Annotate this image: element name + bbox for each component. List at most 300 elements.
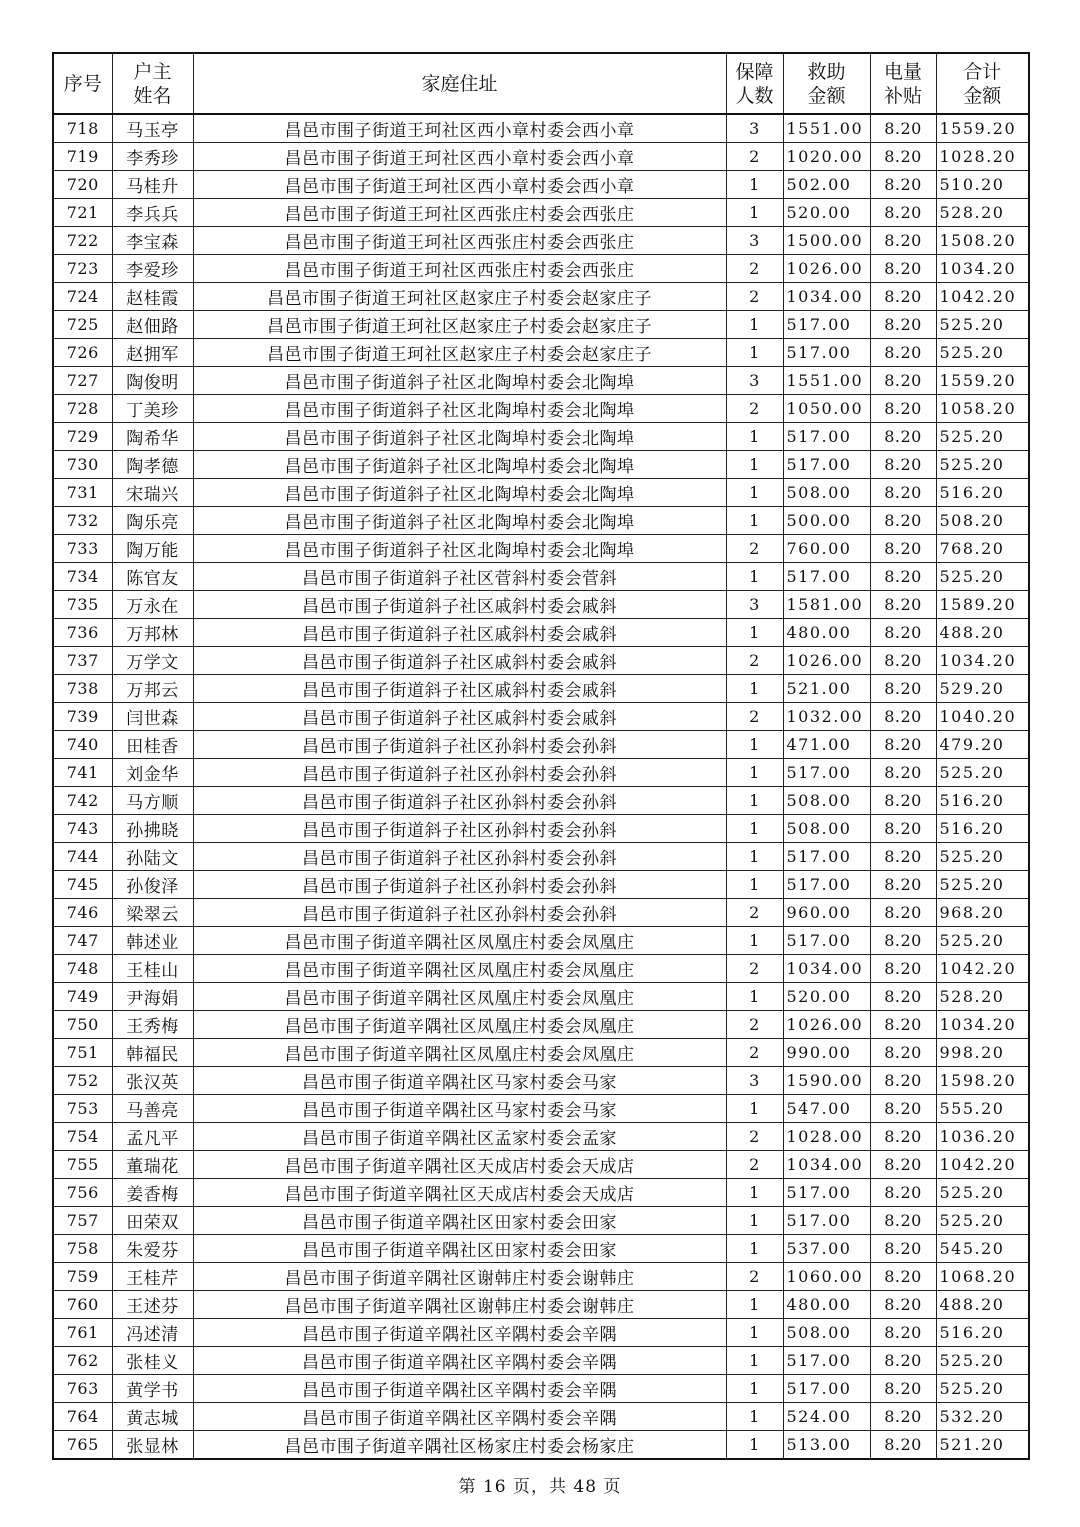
cell-seq: 730 [53, 451, 112, 479]
cell-power-subsidy: 8.20 [870, 339, 936, 367]
cell-name: 王秀梅 [112, 1011, 193, 1039]
cell-persons: 2 [726, 1151, 783, 1179]
cell-power-subsidy: 8.20 [870, 423, 936, 451]
cell-address: 昌邑市围子街道斜子社区北陶埠村委会北陶埠 [193, 367, 726, 395]
cell-relief-amount: 517.00 [783, 843, 870, 871]
table-row [53, 899, 1029, 927]
cell-seq: 743 [53, 815, 112, 843]
cell-relief-amount: 520.00 [783, 983, 870, 1011]
cell-name: 赵桂霞 [112, 283, 193, 311]
table-row [53, 1207, 1029, 1235]
table-row [53, 927, 1029, 955]
cell-persons: 2 [726, 535, 783, 563]
header-seq: 序号 [53, 53, 112, 114]
cell-total-amount: 545.20 [936, 1235, 1029, 1263]
cell-persons: 2 [726, 703, 783, 731]
cell-power-subsidy: 8.20 [870, 759, 936, 787]
cell-seq: 738 [53, 675, 112, 703]
cell-persons: 2 [726, 899, 783, 927]
cell-relief-amount: 1028.00 [783, 1123, 870, 1151]
cell-total-amount: 488.20 [936, 619, 1029, 647]
table-row [53, 1039, 1029, 1067]
cell-address: 昌邑市围子街道斜子社区戚斜村委会戚斜 [193, 675, 726, 703]
cell-power-subsidy: 8.20 [870, 1151, 936, 1179]
table-row [53, 563, 1029, 591]
cell-address: 昌邑市围子街道斜子社区孙斜村委会孙斜 [193, 871, 726, 899]
cell-total-amount: 525.20 [936, 927, 1029, 955]
cell-name: 王述芬 [112, 1291, 193, 1319]
page-footer: 第 16 页，共 48 页 [458, 1477, 622, 1497]
cell-seq: 747 [53, 927, 112, 955]
cell-persons: 1 [726, 983, 783, 1011]
header-relief: 救助 金额 [783, 53, 870, 114]
cell-address: 昌邑市围子街道王珂社区赵家庄子村委会赵家庄子 [193, 283, 726, 311]
cell-total-amount: 528.20 [936, 983, 1029, 1011]
cell-total-amount: 525.20 [936, 563, 1029, 591]
cell-persons: 1 [726, 1319, 783, 1347]
cell-name: 孙俊泽 [112, 871, 193, 899]
table-row [53, 983, 1029, 1011]
cell-relief-amount: 517.00 [783, 1179, 870, 1207]
cell-name: 陶俊明 [112, 367, 193, 395]
cell-total-amount: 525.20 [936, 1347, 1029, 1375]
cell-name: 马玉亭 [112, 114, 193, 143]
cell-total-amount: 768.20 [936, 535, 1029, 563]
cell-relief-amount: 517.00 [783, 871, 870, 899]
table-row [53, 451, 1029, 479]
table-row [53, 619, 1029, 647]
cell-persons: 1 [726, 339, 783, 367]
cell-seq: 732 [53, 507, 112, 535]
cell-name: 韩福民 [112, 1039, 193, 1067]
cell-relief-amount: 508.00 [783, 815, 870, 843]
cell-seq: 746 [53, 899, 112, 927]
cell-seq: 758 [53, 1235, 112, 1263]
cell-seq: 727 [53, 367, 112, 395]
cell-seq: 748 [53, 955, 112, 983]
cell-relief-amount: 1551.00 [783, 367, 870, 395]
cell-relief-amount: 1060.00 [783, 1263, 870, 1291]
cell-persons: 1 [726, 199, 783, 227]
cell-power-subsidy: 8.20 [870, 255, 936, 283]
cell-name: 黄学书 [112, 1375, 193, 1403]
cell-total-amount: 968.20 [936, 899, 1029, 927]
table-row [53, 114, 1029, 143]
cell-seq: 745 [53, 871, 112, 899]
cell-address: 昌邑市围子街道辛隅社区马家村委会马家 [193, 1095, 726, 1123]
cell-total-amount: 1034.20 [936, 255, 1029, 283]
cell-name: 王桂山 [112, 955, 193, 983]
cell-persons: 1 [726, 171, 783, 199]
cell-persons: 1 [726, 1375, 783, 1403]
table-row [53, 1095, 1029, 1123]
cell-name: 万邦云 [112, 675, 193, 703]
cell-relief-amount: 513.00 [783, 1431, 870, 1460]
cell-name: 韩述业 [112, 927, 193, 955]
cell-seq: 737 [53, 647, 112, 675]
table-row [53, 339, 1029, 367]
cell-power-subsidy: 8.20 [870, 395, 936, 423]
cell-power-subsidy: 8.20 [870, 787, 936, 815]
cell-seq: 739 [53, 703, 112, 731]
table-row [53, 1263, 1029, 1291]
cell-name: 陶万能 [112, 535, 193, 563]
cell-address: 昌邑市围子街道王珂社区赵家庄子村委会赵家庄子 [193, 311, 726, 339]
cell-seq: 750 [53, 1011, 112, 1039]
cell-address: 昌邑市围子街道辛隅社区田家村委会田家 [193, 1207, 726, 1235]
cell-seq: 744 [53, 843, 112, 871]
cell-total-amount: 525.20 [936, 339, 1029, 367]
cell-total-amount: 488.20 [936, 1291, 1029, 1319]
cell-relief-amount: 520.00 [783, 199, 870, 227]
cell-persons: 1 [726, 731, 783, 759]
cell-relief-amount: 508.00 [783, 479, 870, 507]
cell-total-amount: 516.20 [936, 815, 1029, 843]
cell-seq: 765 [53, 1431, 112, 1460]
cell-power-subsidy: 8.20 [870, 199, 936, 227]
cell-seq: 726 [53, 339, 112, 367]
cell-power-subsidy: 8.20 [870, 227, 936, 255]
cell-persons: 1 [726, 311, 783, 339]
cell-name: 丁美珍 [112, 395, 193, 423]
cell-power-subsidy: 8.20 [870, 283, 936, 311]
relief-table-sheet [52, 52, 1028, 1460]
cell-power-subsidy: 8.20 [870, 1431, 936, 1460]
cell-relief-amount: 1500.00 [783, 227, 870, 255]
cell-persons: 1 [726, 675, 783, 703]
cell-power-subsidy: 8.20 [870, 1095, 936, 1123]
table-row [53, 283, 1029, 311]
cell-relief-amount: 517.00 [783, 759, 870, 787]
cell-power-subsidy: 8.20 [870, 143, 936, 171]
table-row [53, 423, 1029, 451]
header-power: 电量 补贴 [870, 53, 936, 114]
cell-relief-amount: 480.00 [783, 619, 870, 647]
cell-address: 昌邑市围子街道斜子社区菅斜村委会菅斜 [193, 563, 726, 591]
cell-power-subsidy: 8.20 [870, 927, 936, 955]
cell-persons: 1 [726, 759, 783, 787]
cell-name: 尹海娟 [112, 983, 193, 1011]
cell-address: 昌邑市围子街道辛隅社区凤凰庄村委会凤凰庄 [193, 955, 726, 983]
cell-address: 昌邑市围子街道辛隅社区天成店村委会天成店 [193, 1179, 726, 1207]
cell-relief-amount: 517.00 [783, 451, 870, 479]
cell-name: 马桂升 [112, 171, 193, 199]
cell-name: 李宝森 [112, 227, 193, 255]
cell-address: 昌邑市围子街道辛隅社区杨家庄村委会杨家庄 [193, 1431, 726, 1460]
table-row [53, 1011, 1029, 1039]
table-row [53, 1431, 1029, 1460]
cell-power-subsidy: 8.20 [870, 1347, 936, 1375]
cell-persons: 1 [726, 563, 783, 591]
cell-relief-amount: 1050.00 [783, 395, 870, 423]
cell-relief-amount: 1590.00 [783, 1067, 870, 1095]
cell-power-subsidy: 8.20 [870, 1263, 936, 1291]
cell-persons: 1 [726, 1403, 783, 1431]
cell-address: 昌邑市围子街道辛隅社区辛隅村委会辛隅 [193, 1375, 726, 1403]
cell-seq: 723 [53, 255, 112, 283]
cell-address: 昌邑市围子街道辛隅社区天成店村委会天成店 [193, 1151, 726, 1179]
table-row [53, 1179, 1029, 1207]
cell-persons: 1 [726, 451, 783, 479]
cell-power-subsidy: 8.20 [870, 535, 936, 563]
cell-seq: 751 [53, 1039, 112, 1067]
cell-seq: 731 [53, 479, 112, 507]
cell-total-amount: 525.20 [936, 423, 1029, 451]
cell-seq: 753 [53, 1095, 112, 1123]
cell-seq: 720 [53, 171, 112, 199]
cell-name: 万邦林 [112, 619, 193, 647]
cell-name: 马善亮 [112, 1095, 193, 1123]
cell-total-amount: 1042.20 [936, 283, 1029, 311]
cell-name: 黄志城 [112, 1403, 193, 1431]
cell-address: 昌邑市围子街道辛隅社区田家村委会田家 [193, 1235, 726, 1263]
cell-address: 昌邑市围子街道斜子社区孙斜村委会孙斜 [193, 787, 726, 815]
cell-seq: 759 [53, 1263, 112, 1291]
cell-address: 昌邑市围子街道王珂社区西张庄村委会西张庄 [193, 227, 726, 255]
cell-seq: 734 [53, 563, 112, 591]
cell-power-subsidy: 8.20 [870, 563, 936, 591]
cell-seq: 763 [53, 1375, 112, 1403]
cell-name: 闫世森 [112, 703, 193, 731]
table-row [53, 1347, 1029, 1375]
cell-persons: 2 [726, 143, 783, 171]
cell-total-amount: 998.20 [936, 1039, 1029, 1067]
cell-power-subsidy: 8.20 [870, 591, 936, 619]
cell-total-amount: 1559.20 [936, 367, 1029, 395]
cell-persons: 2 [726, 1123, 783, 1151]
cell-address: 昌邑市围子街道斜子社区北陶埠村委会北陶埠 [193, 423, 726, 451]
cell-address: 昌邑市围子街道斜子社区戚斜村委会戚斜 [193, 619, 726, 647]
cell-address: 昌邑市围子街道斜子社区北陶埠村委会北陶埠 [193, 535, 726, 563]
cell-persons: 2 [726, 1011, 783, 1039]
cell-seq: 735 [53, 591, 112, 619]
cell-persons: 3 [726, 114, 783, 143]
cell-address: 昌邑市围子街道辛隅社区辛隅村委会辛隅 [193, 1403, 726, 1431]
cell-address: 昌邑市围子街道辛隅社区凤凰庄村委会凤凰庄 [193, 983, 726, 1011]
cell-persons: 2 [726, 955, 783, 983]
table-row [53, 815, 1029, 843]
cell-relief-amount: 1026.00 [783, 647, 870, 675]
table-body [53, 114, 1029, 1459]
cell-relief-amount: 517.00 [783, 927, 870, 955]
cell-name: 孙拂晓 [112, 815, 193, 843]
cell-persons: 2 [726, 647, 783, 675]
cell-persons: 1 [726, 1179, 783, 1207]
cell-power-subsidy: 8.20 [870, 871, 936, 899]
cell-persons: 2 [726, 395, 783, 423]
cell-persons: 2 [726, 283, 783, 311]
table-row [53, 367, 1029, 395]
table-row [53, 1067, 1029, 1095]
cell-seq: 764 [53, 1403, 112, 1431]
cell-relief-amount: 1034.00 [783, 283, 870, 311]
cell-relief-amount: 537.00 [783, 1235, 870, 1263]
cell-total-amount: 1034.20 [936, 1011, 1029, 1039]
cell-relief-amount: 517.00 [783, 563, 870, 591]
cell-power-subsidy: 8.20 [870, 955, 936, 983]
cell-name: 孙陆文 [112, 843, 193, 871]
cell-persons: 3 [726, 1067, 783, 1095]
cell-power-subsidy: 8.20 [870, 703, 936, 731]
cell-relief-amount: 500.00 [783, 507, 870, 535]
cell-persons: 1 [726, 843, 783, 871]
cell-relief-amount: 480.00 [783, 1291, 870, 1319]
table-row [53, 535, 1029, 563]
table-row [53, 227, 1029, 255]
table-row [53, 1123, 1029, 1151]
cell-total-amount: 1559.20 [936, 114, 1029, 143]
cell-power-subsidy: 8.20 [870, 1291, 936, 1319]
cell-relief-amount: 760.00 [783, 535, 870, 563]
cell-total-amount: 1042.20 [936, 1151, 1029, 1179]
cell-persons: 1 [726, 479, 783, 507]
cell-total-amount: 555.20 [936, 1095, 1029, 1123]
cell-address: 昌邑市围子街道王珂社区赵家庄子村委会赵家庄子 [193, 339, 726, 367]
table-row [53, 731, 1029, 759]
cell-name: 孟凡平 [112, 1123, 193, 1151]
cell-address: 昌邑市围子街道斜子社区孙斜村委会孙斜 [193, 899, 726, 927]
cell-address: 昌邑市围子街道王珂社区西小章村委会西小章 [193, 171, 726, 199]
cell-persons: 1 [726, 927, 783, 955]
cell-name: 赵佃路 [112, 311, 193, 339]
cell-seq: 722 [53, 227, 112, 255]
cell-address: 昌邑市围子街道斜子社区孙斜村委会孙斜 [193, 843, 726, 871]
cell-power-subsidy: 8.20 [870, 1011, 936, 1039]
cell-name: 李秀珍 [112, 143, 193, 171]
cell-power-subsidy: 8.20 [870, 1375, 936, 1403]
cell-relief-amount: 517.00 [783, 1347, 870, 1375]
cell-seq: 741 [53, 759, 112, 787]
cell-persons: 1 [726, 787, 783, 815]
cell-persons: 3 [726, 591, 783, 619]
cell-persons: 1 [726, 1235, 783, 1263]
table-header-row [53, 53, 1029, 114]
table-row [53, 199, 1029, 227]
cell-address: 昌邑市围子街道王珂社区西张庄村委会西张庄 [193, 255, 726, 283]
cell-total-amount: 529.20 [936, 675, 1029, 703]
table-row [53, 871, 1029, 899]
cell-seq: 762 [53, 1347, 112, 1375]
cell-name: 李爱珍 [112, 255, 193, 283]
cell-relief-amount: 960.00 [783, 899, 870, 927]
cell-seq: 718 [53, 114, 112, 143]
cell-relief-amount: 508.00 [783, 787, 870, 815]
cell-seq: 728 [53, 395, 112, 423]
cell-power-subsidy: 8.20 [870, 983, 936, 1011]
cell-address: 昌邑市围子街道辛隅社区谢韩庄村委会谢韩庄 [193, 1263, 726, 1291]
cell-total-amount: 1036.20 [936, 1123, 1029, 1151]
cell-seq: 761 [53, 1319, 112, 1347]
cell-total-amount: 516.20 [936, 1319, 1029, 1347]
cell-power-subsidy: 8.20 [870, 731, 936, 759]
cell-seq: 733 [53, 535, 112, 563]
cell-address: 昌邑市围子街道斜子社区孙斜村委会孙斜 [193, 731, 726, 759]
cell-total-amount: 532.20 [936, 1403, 1029, 1431]
cell-address: 昌邑市围子街道王珂社区西小章村委会西小章 [193, 143, 726, 171]
header-address: 家庭住址 [193, 53, 726, 114]
cell-persons: 3 [726, 367, 783, 395]
cell-address: 昌邑市围子街道王珂社区西小章村委会西小章 [193, 114, 726, 143]
cell-power-subsidy: 8.20 [870, 1123, 936, 1151]
cell-relief-amount: 1581.00 [783, 591, 870, 619]
cell-seq: 757 [53, 1207, 112, 1235]
cell-total-amount: 1034.20 [936, 647, 1029, 675]
cell-relief-amount: 1026.00 [783, 1011, 870, 1039]
cell-power-subsidy: 8.20 [870, 815, 936, 843]
table-row [53, 1291, 1029, 1319]
header-total: 合计 金额 [936, 53, 1029, 114]
cell-power-subsidy: 8.20 [870, 675, 936, 703]
cell-name: 万学文 [112, 647, 193, 675]
cell-total-amount: 1028.20 [936, 143, 1029, 171]
cell-address: 昌邑市围子街道辛隅社区谢韩庄村委会谢韩庄 [193, 1291, 726, 1319]
table-row [53, 591, 1029, 619]
cell-power-subsidy: 8.20 [870, 619, 936, 647]
table-row [53, 1375, 1029, 1403]
cell-seq: 755 [53, 1151, 112, 1179]
cell-relief-amount: 517.00 [783, 1375, 870, 1403]
cell-seq: 752 [53, 1067, 112, 1095]
header-name: 户主 姓名 [112, 53, 193, 114]
cell-total-amount: 1068.20 [936, 1263, 1029, 1291]
cell-address: 昌邑市围子街道辛隅社区凤凰庄村委会凤凰庄 [193, 1011, 726, 1039]
cell-relief-amount: 1026.00 [783, 255, 870, 283]
cell-address: 昌邑市围子街道辛隅社区孟家村委会孟家 [193, 1123, 726, 1151]
cell-total-amount: 525.20 [936, 451, 1029, 479]
cell-relief-amount: 1020.00 [783, 143, 870, 171]
cell-total-amount: 525.20 [936, 1375, 1029, 1403]
cell-total-amount: 525.20 [936, 311, 1029, 339]
cell-name: 冯述清 [112, 1319, 193, 1347]
cell-persons: 1 [726, 423, 783, 451]
table-row [53, 1319, 1029, 1347]
cell-total-amount: 525.20 [936, 1207, 1029, 1235]
cell-persons: 1 [726, 1347, 783, 1375]
cell-name: 李兵兵 [112, 199, 193, 227]
cell-power-subsidy: 8.20 [870, 1207, 936, 1235]
table-row [53, 675, 1029, 703]
cell-total-amount: 525.20 [936, 759, 1029, 787]
cell-name: 万永在 [112, 591, 193, 619]
cell-persons: 1 [726, 507, 783, 535]
table-row [53, 143, 1029, 171]
cell-address: 昌邑市围子街道辛隅社区凤凰庄村委会凤凰庄 [193, 927, 726, 955]
cell-relief-amount: 508.00 [783, 1319, 870, 1347]
cell-relief-amount: 517.00 [783, 311, 870, 339]
cell-total-amount: 528.20 [936, 199, 1029, 227]
cell-total-amount: 521.20 [936, 1431, 1029, 1460]
cell-relief-amount: 471.00 [783, 731, 870, 759]
cell-relief-amount: 521.00 [783, 675, 870, 703]
cell-persons: 1 [726, 815, 783, 843]
cell-power-subsidy: 8.20 [870, 479, 936, 507]
cell-name: 陶希华 [112, 423, 193, 451]
cell-address: 昌邑市围子街道辛隅社区辛隅村委会辛隅 [193, 1319, 726, 1347]
cell-relief-amount: 517.00 [783, 1207, 870, 1235]
table-row [53, 171, 1029, 199]
cell-total-amount: 525.20 [936, 843, 1029, 871]
cell-power-subsidy: 8.20 [870, 843, 936, 871]
cell-name: 宋瑞兴 [112, 479, 193, 507]
cell-relief-amount: 1034.00 [783, 955, 870, 983]
cell-address: 昌邑市围子街道斜子社区北陶埠村委会北陶埠 [193, 479, 726, 507]
cell-name: 刘金华 [112, 759, 193, 787]
cell-total-amount: 525.20 [936, 1179, 1029, 1207]
cell-relief-amount: 1551.00 [783, 114, 870, 143]
cell-address: 昌邑市围子街道斜子社区戚斜村委会戚斜 [193, 647, 726, 675]
cell-name: 陶孝德 [112, 451, 193, 479]
cell-total-amount: 525.20 [936, 871, 1029, 899]
